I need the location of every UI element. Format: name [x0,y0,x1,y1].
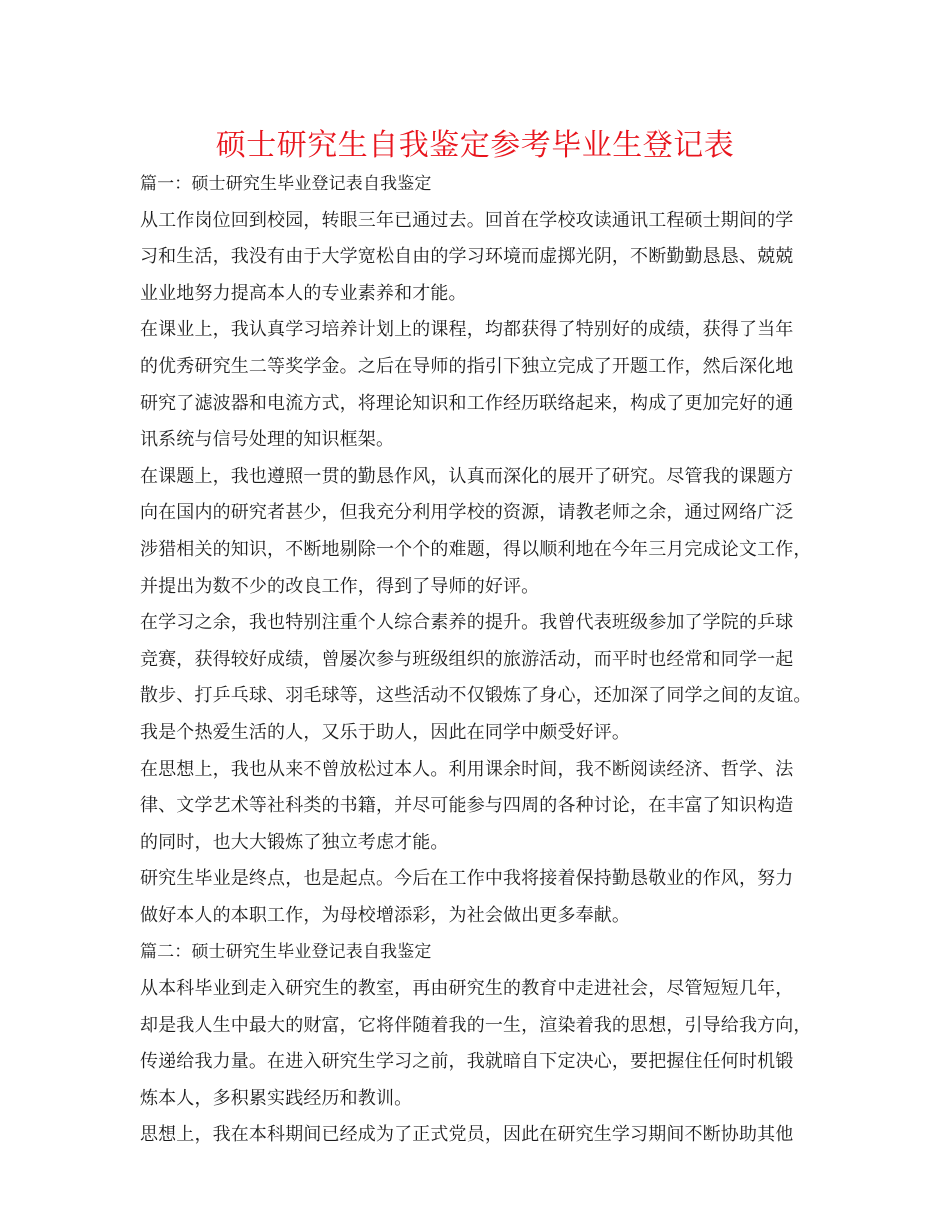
text-line: 竞赛，获得较好成绩，曾屡次参与班级组织的旅游活动，而平时也经常和同学一起 [140,648,794,670]
text-line: 在课业上，我认真学习培养计划上的课程，均都获得了特别好的成绩，获得了当年 [140,319,794,341]
text-line: 却是我人生中最大的财富，它将伴随着我的一生，渲染着我的思想，引导给我方向， [140,1014,812,1036]
text-line: 讯系统与信号处理的知识框架。 [140,429,395,451]
text-line: 业业地努力提高本人的专业素养和才能。 [140,282,467,304]
text-line: 在学习之余，我也特别注重个人综合素养的提升。我曾代表班级参加了学院的乒球 [140,612,794,634]
text-line: 我是个热爱生活的人，又乐于助人，因此在同学中颇受好评。 [140,721,631,743]
text-line: 研究了滤波器和电流方式，将理论知识和工作经历联络起来，构成了更加完好的通 [140,392,794,414]
text-line: 向在国内的研究者甚少，但我充分利用学校的资源，请教老师之余，通过网络广泛 [140,502,794,524]
text-line: 做好本人的本职工作，为母校增添彩，为社会做出更多奉献。 [140,904,631,926]
text-line: 从工作岗位回到校园，转眼三年已通过去。回首在学校攻读通讯工程硕士期间的学 [140,209,794,231]
text-line: 思想上，我在本科期间已经成为了正式党员，因此在研究生学习期间不断协助其他 [140,1124,794,1146]
section-heading: 篇二：硕士研究生毕业登记表自我鉴定 [140,942,432,963]
text-line: 的优秀研究生二等奖学金。之后在导师的指引下独立完成了开题工作，然后深化地 [140,355,794,377]
text-line: 传递给我力量。在进入研究生学习之前，我就暗自下定决心，要把握住任何时机锻 [140,1051,794,1073]
text-line: 散步、打乒乓球、羽毛球等，这些活动不仅锻炼了身心，还加深了同学之间的友谊。 [140,685,812,707]
document-title: 硕士研究生自我鉴定参考毕业生登记表 [215,128,735,163]
text-line: 在思想上，我也从来不曾放松过本人。利用课余时间，我不断阅读经济、哲学、法 [140,758,794,780]
text-line: 并提出为数不少的改良工作，得到了导师的好评。 [140,575,540,597]
text-line: 的同时，也大大锻炼了独立考虑才能。 [140,831,449,853]
section-heading: 篇一：硕士研究生毕业登记表自我鉴定 [140,174,432,194]
text-line: 从本科毕业到走入研究生的教室，再由研究生的教育中走进社会，尽管短短几年， [140,978,794,1000]
text-line: 习和生活，我没有由于大学宽松自由的学习环境而虚掷光阴，不断勤勤恳恳、兢兢 [140,246,794,268]
text-line: 律、文学艺术等社科类的书籍，并尽可能参与四周的各种讨论，在丰富了知识构造 [140,795,794,817]
text-line: 涉猎相关的知识，不断地剔除一个个的难题，得以顺利地在今年三月完成论文工作， [140,538,812,560]
text-line: 在课题上，我也遵照一贯的勤恳作风，认真而深化的展开了研究。尽管我的课题方 [140,465,794,487]
document-body [140,166,830,1154]
text-line: 研究生毕业是终点，也是起点。今后在工作中我将接着保持勤恳敬业的作风，努力 [140,868,794,890]
text-line: 炼本人，多积累实践经历和教训。 [140,1087,413,1109]
